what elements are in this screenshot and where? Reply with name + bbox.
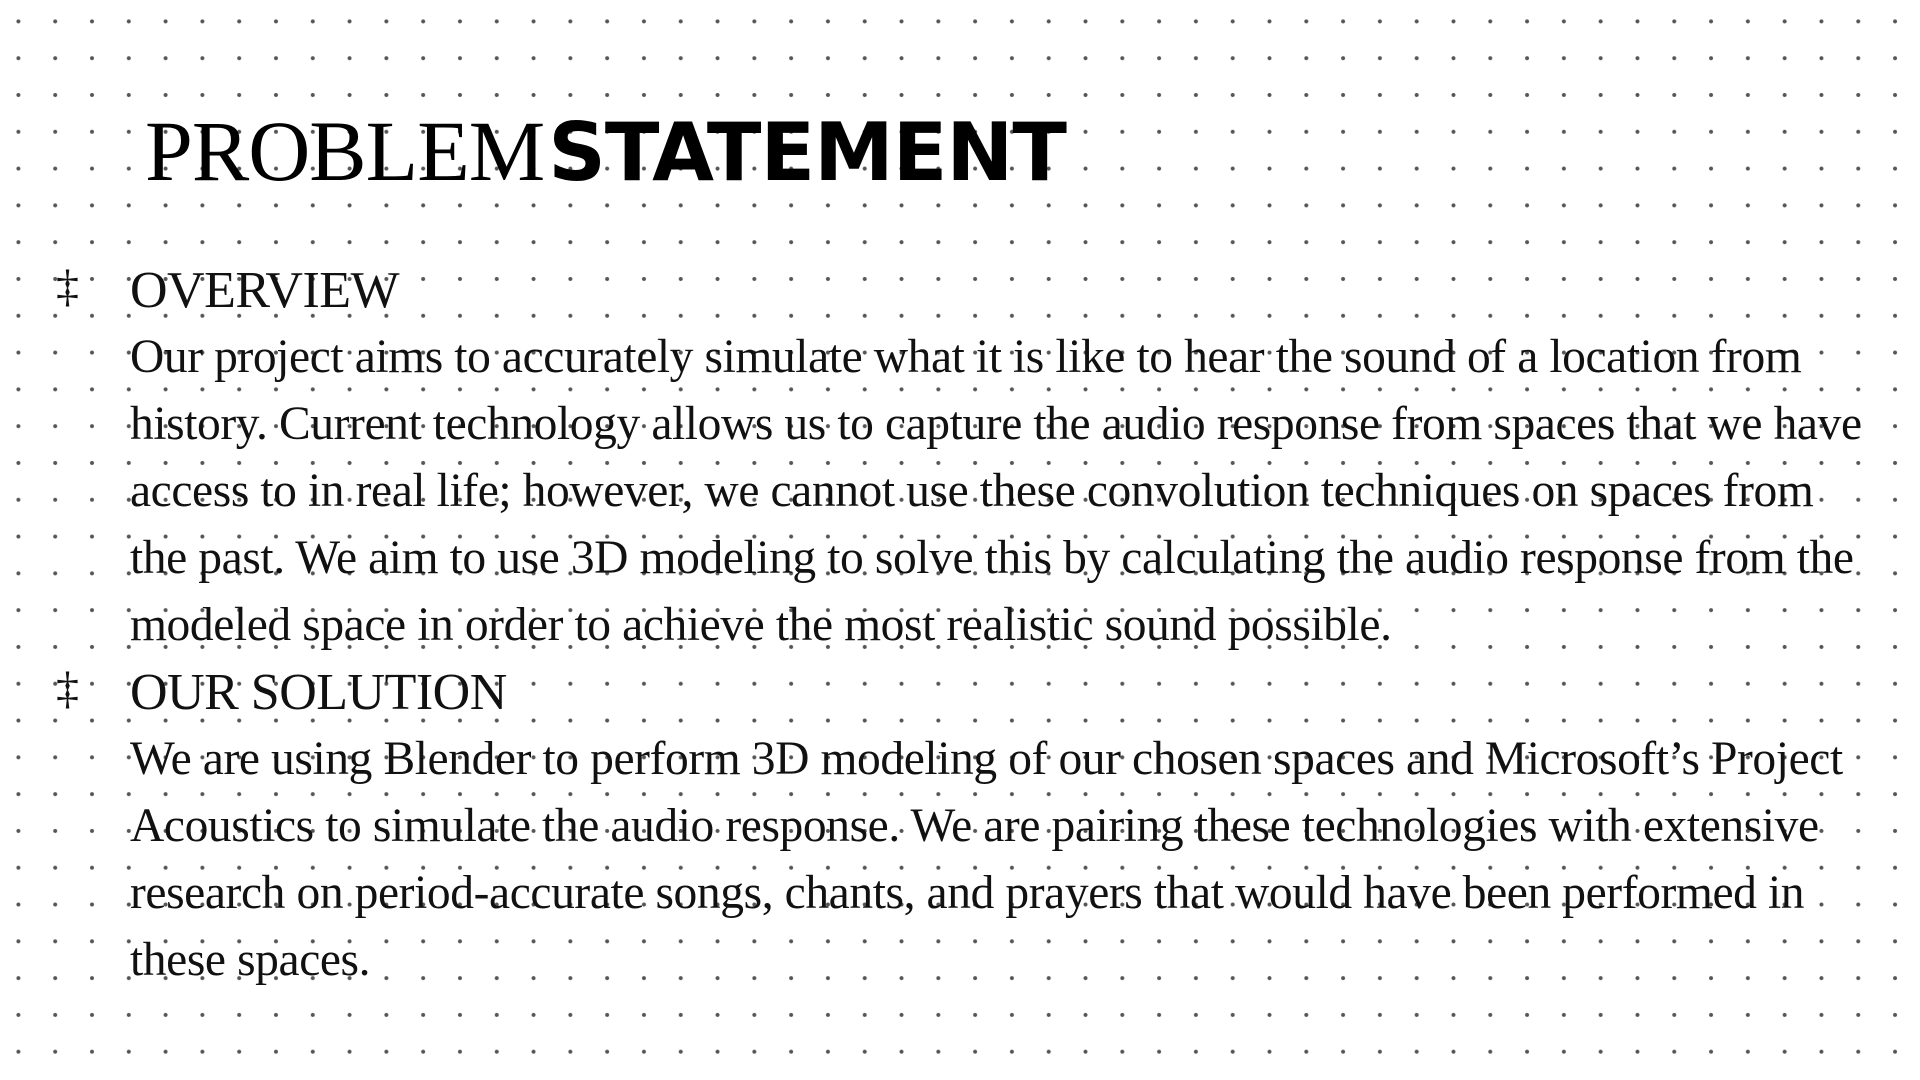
title-bold-word: STATEMENT [548,106,1066,199]
section-body-overview: Our project aims to accurately simulate what it is like to hear the sound of a location from history. Current technology allows us to capture the audio response from spaces that we have access to in real life; however, we cannot use these convolution techniques on spaces from the past. We aim to use 3D modeling to solve this by calculating the audio response from the modeled space in order to achieve the most realistic sound possible. [130,331,1862,651]
slide-title [145,103,1066,199]
title-light-word: PROBLEM [145,103,545,199]
section-heading-our-solution: OUR SOLUTION [130,664,507,721]
double-dagger-bullet-icon: ‡ [56,260,79,311]
section-heading-overview: OVERVIEW [130,262,400,319]
content-area [0,257,1920,994]
section-our-solution [0,659,1920,994]
section-overview [0,257,1920,659]
double-dagger-bullet-icon: ‡ [56,662,79,713]
section-body-our-solution: We are using Blender to perform 3D modeling of our chosen spaces and Microsoft’s Project Acoustics to simulate the audio response. We are pairing these technologies with extensive research on period-accurate songs, chants, and prayers that would have been performed in these spaces. [130,733,1843,986]
